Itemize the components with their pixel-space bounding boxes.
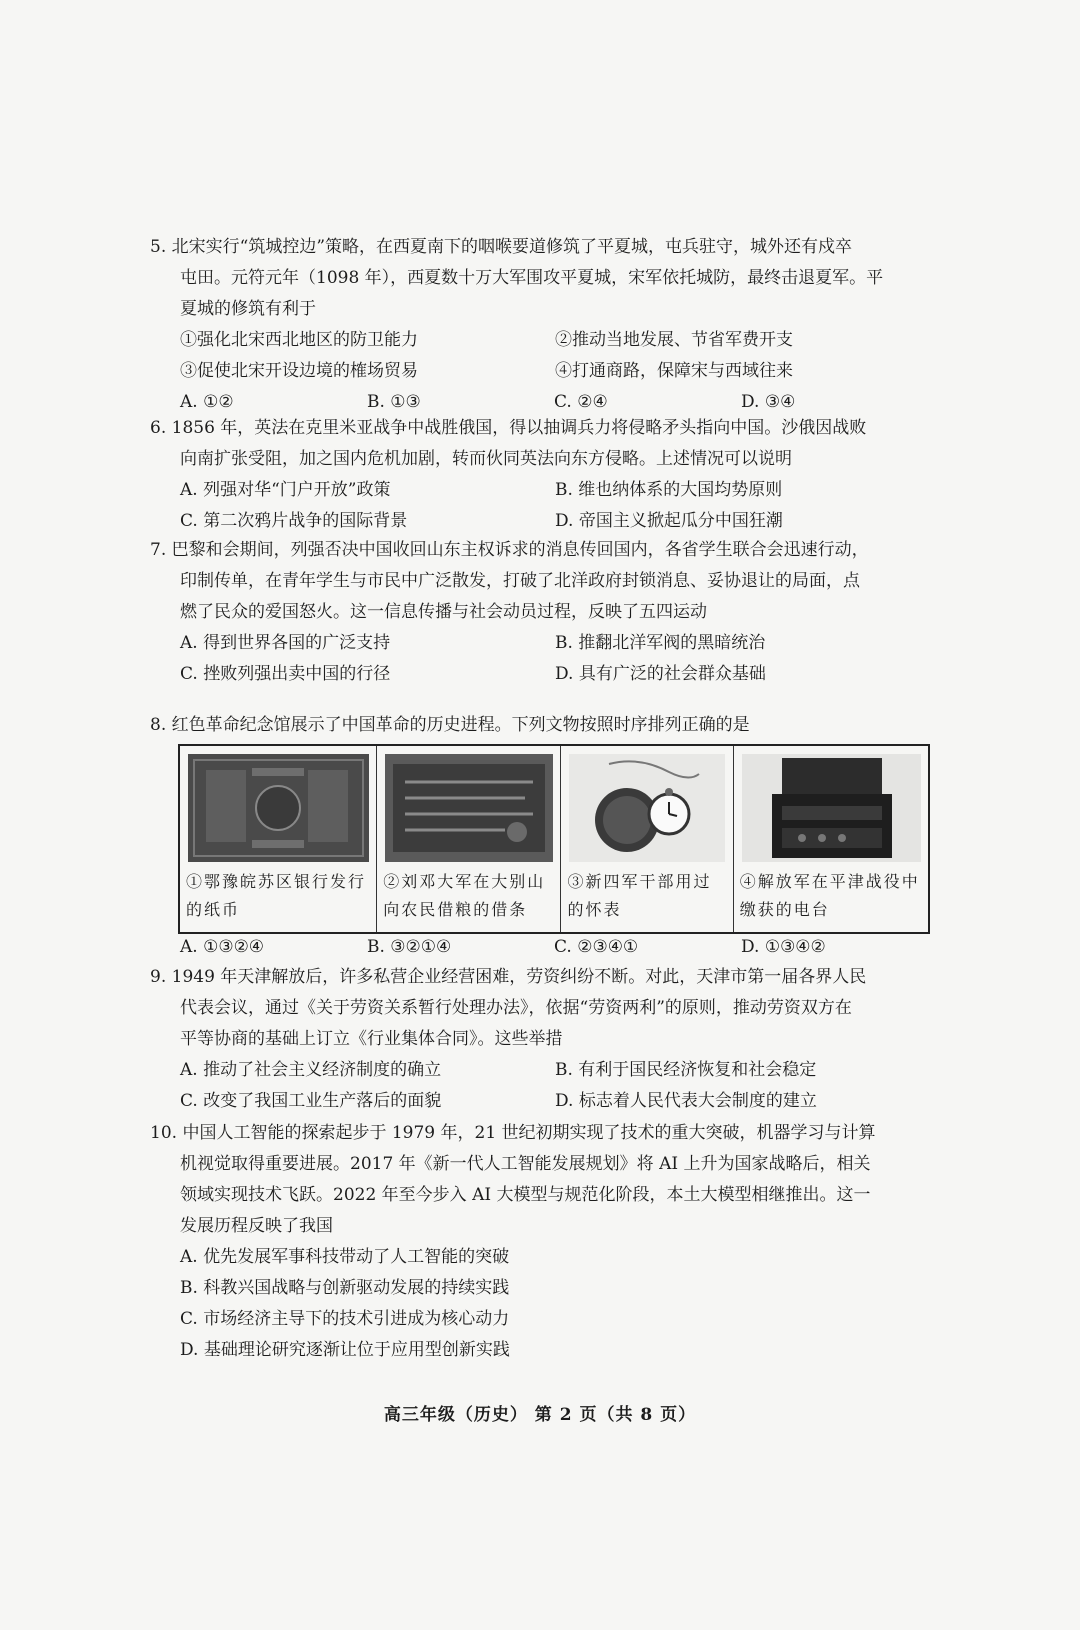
option-b: B. 科教兴国战略与创新驱动发展的持续实践: [180, 1278, 510, 1298]
question-stem-line: 领域实现技术飞跃。2022 年至今步入 AI 大模型与规范化阶段，本土大模型相继推出。这一: [180, 1185, 871, 1205]
statement: ①强化北宋西北地区的防卫能力: [180, 330, 418, 350]
option-list: [150, 1055, 930, 1117]
question-stem-line: 5. 北宋实行“筑城控边”策略，在西夏南下的咽喉要道修筑了平夏城，屯兵驻守，城外还有戍卒: [150, 237, 853, 257]
question-stem-line: 夏城的修筑有利于: [180, 299, 316, 319]
option-a: A. 推动了社会主义经济制度的确立: [180, 1060, 442, 1080]
question-stem-line: 8. 红色革命纪念馆展示了中国革命的历史进程。下列文物按照时序排列正确的是: [150, 715, 750, 735]
option-c: C. 第二次鸦片战争的国际背景: [180, 511, 408, 531]
artifact-table: [178, 744, 930, 934]
option-c: C. ②③④①: [554, 937, 639, 957]
option-b: B. ③②①④: [367, 937, 452, 957]
option-list: [150, 932, 930, 963]
question-6: [150, 413, 930, 537]
option-a: A. 优先发展军事科技带动了人工智能的突破: [180, 1247, 510, 1267]
artifact-caption: ④解放军在平津战役中缴获的电台: [739, 872, 920, 919]
option-b: B. 推翻北洋军阀的黑暗统治: [555, 633, 766, 653]
question-stem-line: 机视觉取得重要进展。2017 年《新一代人工智能发展规划》将 AI 上升为国家战略后，相关: [180, 1154, 871, 1174]
option-d: D. 基础理论研究逐渐让位于应用型创新实践: [180, 1340, 510, 1360]
option-b: B. ①③: [367, 392, 421, 412]
question-stem-line: 平等协商的基础上订立《行业集体合同》。这些举措: [180, 1029, 563, 1049]
artifact-caption: ③新四军干部用过的怀表: [567, 872, 712, 919]
pocket-watch-photo: [569, 754, 724, 862]
option-d: D. 帝国主义掀起瓜分中国狂潮: [555, 511, 783, 531]
option-a: A. ①③②④: [180, 937, 265, 957]
radio-station-photo: [742, 754, 920, 862]
artifact-cell: [734, 746, 928, 932]
option-c: C. ②④: [554, 392, 608, 412]
question-stem-line: 向南扩张受阻，加之国内危机加剧，转而伙同英法向东方侵略。上述情况可以说明: [180, 449, 792, 469]
option-a: A. ①②: [180, 392, 234, 412]
question-5: [150, 232, 930, 418]
option-d: D. 标志着人民代表大会制度的建立: [555, 1091, 817, 1111]
question-stem-line: 发展历程反映了我国: [180, 1216, 333, 1236]
artifact-cell: [561, 746, 733, 932]
question-8-options: [150, 932, 930, 963]
option-c: C. 挫败列强出卖中国的行径: [180, 664, 391, 684]
statement: ③促使北宋开设边境的榷场贸易: [180, 361, 418, 381]
option-a: A. 得到世界各国的广泛支持: [180, 633, 391, 653]
question-7: [150, 535, 930, 690]
question-stem-line: 10. 中国人工智能的探索起步于 1979 年，21 世纪初期实现了技术的重大突破，机器学习与计算: [150, 1123, 876, 1143]
question-10: [150, 1118, 930, 1366]
option-d: D. 具有广泛的社会群众基础: [555, 664, 766, 684]
artifact-cell: [180, 746, 377, 932]
question-stem-line: 屯田。元符元年（1098 年），西夏数十万大军围攻平夏城，宋军依托城防，最终击退夏军。平: [180, 268, 884, 288]
question-stem-line: 印制传单，在青年学生与市民中广泛散发，打破了北洋政府封锁消息、妥协退让的局面，点: [180, 571, 860, 591]
question-stem-line: 燃了民众的爱国怒火。这一信息传播与社会动员过程，反映了五四运动: [180, 602, 707, 622]
question-8: [150, 710, 930, 741]
option-list: [150, 475, 930, 537]
banknote-photo: [188, 754, 368, 862]
iou-note-photo: [385, 754, 552, 862]
option-list: [150, 628, 930, 690]
option-c: C. 改变了我国工业生产落后的面貌: [180, 1091, 442, 1111]
question-stem-line: 6. 1856 年，英法在克里米亚战争中战胜俄国，得以抽调兵力将侵略矛头指向中国。沙俄因战败: [150, 418, 867, 438]
option-b: B. 有利于国民经济恢复和社会稳定: [555, 1060, 817, 1080]
option-b: B. 维也纳体系的大国均势原则: [555, 480, 783, 500]
artifact-caption: ①鄂豫皖苏区银行发行的纸币: [186, 872, 367, 919]
page-footer: 高三年级（历史） 第 2 页（共 8 页）: [383, 1405, 697, 1425]
artifact-cell: [377, 746, 561, 932]
option-d: D. ③④: [741, 392, 796, 412]
question-stem-line: 7. 巴黎和会期间，列强否决中国收回山东主权诉求的消息传回国内，各省学生联合会迅速行动，: [150, 540, 869, 560]
option-a: A. 列强对华“门户开放”政策: [180, 480, 391, 500]
option-c: C. 市场经济主导下的技术引进成为核心动力: [180, 1309, 510, 1329]
statement-list: [150, 325, 930, 387]
question-9: [150, 962, 930, 1117]
option-d: D. ①③④②: [741, 937, 826, 957]
question-stem-line: 9. 1949 年天津解放后，许多私营企业经营困难，劳资纠纷不断。对此，天津市第一届各界人民: [150, 967, 867, 987]
artifact-caption: ②刘邓大军在大别山向农民借粮的借条: [383, 872, 546, 919]
statement: ②推动当地发展、节省军费开支: [555, 330, 793, 350]
question-stem-line: 代表会议，通过《关于劳资关系暂行处理办法》，依据“劳资两利”的原则，推动劳资双方在: [180, 998, 852, 1018]
statement: ④打通商路，保障宋与西域往来: [555, 361, 793, 381]
